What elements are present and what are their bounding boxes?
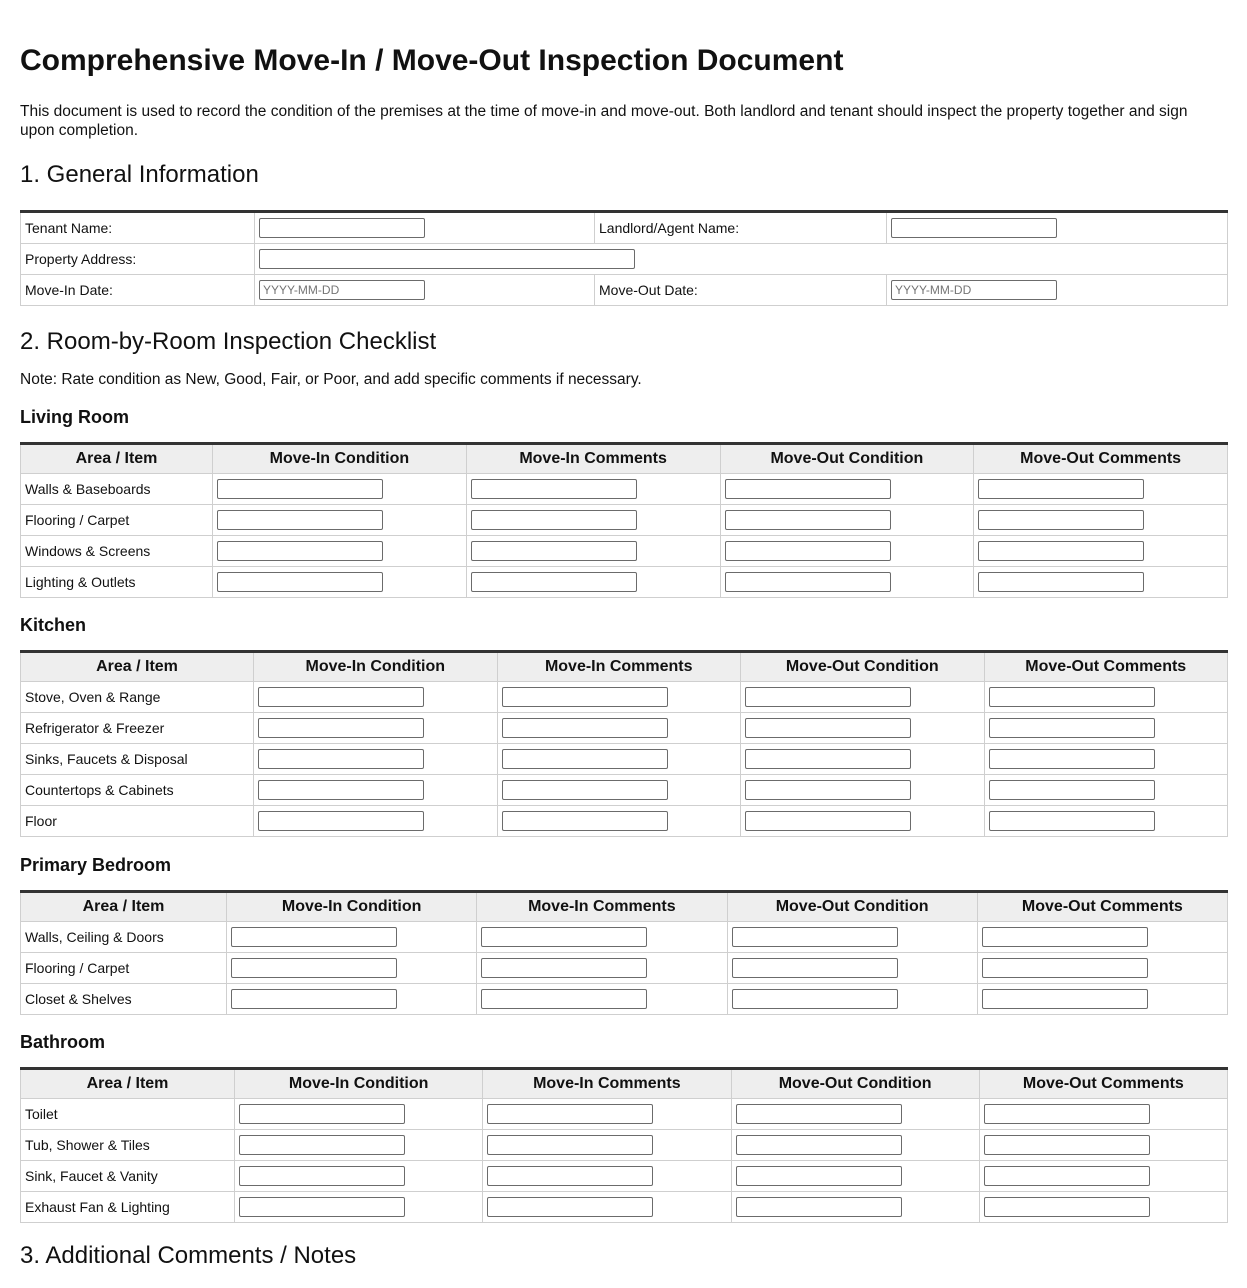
move-in-condition-field[interactable] (258, 780, 424, 800)
move-out-condition-field[interactable] (736, 1166, 902, 1186)
table-row (21, 775, 1228, 806)
move-out-condition-field[interactable] (732, 927, 898, 947)
section-heading-general: 1. General Information (20, 161, 259, 188)
column-header: Move-Out Condition (741, 652, 985, 682)
move-in-condition-field[interactable] (231, 927, 397, 947)
move-in-comments-field[interactable] (471, 572, 637, 592)
property-address-label: Property Address: (21, 244, 255, 275)
intro-paragraph: This document is used to record the condition of the premises at the time of move-in and move-out. Both landlord and tenant should inspect the property together and sign upon completion. (20, 103, 1188, 139)
move-in-condition-field[interactable] (258, 811, 424, 831)
item-label: Walls, Ceiling & Doors (21, 922, 227, 953)
move-out-comments-field[interactable] (989, 811, 1155, 831)
column-header: Move-Out Condition (720, 444, 974, 474)
room-heading: Bathroom (20, 1032, 105, 1052)
item-label: Floor (21, 806, 254, 837)
move-out-condition-field[interactable] (736, 1135, 902, 1155)
column-header: Move-In Condition (213, 444, 467, 474)
landlord-name-field[interactable] (891, 218, 1057, 238)
table-header-row (21, 444, 1228, 474)
move-out-condition-field[interactable] (745, 749, 911, 769)
move-in-condition-field[interactable] (239, 1104, 405, 1124)
item-label: Flooring / Carpet (21, 953, 227, 984)
move-in-comments-field[interactable] (502, 749, 668, 769)
move-in-comments-field[interactable] (471, 541, 637, 561)
column-header: Move-In Condition (235, 1069, 483, 1099)
move-in-condition-field[interactable] (231, 958, 397, 978)
move-out-comments-field[interactable] (989, 749, 1155, 769)
room-heading: Living Room (20, 407, 129, 427)
move-out-comments-field[interactable] (982, 989, 1148, 1009)
move-out-condition-field[interactable] (725, 541, 891, 561)
table-row (21, 953, 1228, 984)
move-out-comments-field[interactable] (989, 687, 1155, 707)
item-label: Flooring / Carpet (21, 505, 213, 536)
move-in-comments-field[interactable] (487, 1166, 653, 1186)
move-in-comments-field[interactable] (502, 780, 668, 800)
move-out-condition-field[interactable] (732, 958, 898, 978)
move-in-condition-field[interactable] (258, 718, 424, 738)
item-label: Tub, Shower & Tiles (21, 1130, 235, 1161)
move-out-date-label: Move-Out Date: (595, 275, 887, 306)
item-label: Walls & Baseboards (21, 474, 213, 505)
item-label: Closet & Shelves (21, 984, 227, 1015)
move-in-comments-field[interactable] (502, 687, 668, 707)
table-header-row (21, 1069, 1228, 1099)
move-in-condition-field[interactable] (217, 479, 383, 499)
move-out-comments-field[interactable] (978, 479, 1144, 499)
landlord-name-label: Landlord/Agent Name: (595, 212, 887, 244)
move-out-condition-field[interactable] (745, 811, 911, 831)
move-in-condition-field[interactable] (231, 989, 397, 1009)
room-table (20, 890, 1228, 1015)
move-in-condition-field[interactable] (239, 1166, 405, 1186)
column-header: Move-In Comments (466, 444, 720, 474)
move-in-comments-field[interactable] (471, 479, 637, 499)
item-label: Stove, Oven & Range (21, 682, 254, 713)
rating-note: Note: Rate condition as New, Good, Fair, or Poor, and add specific comments if necessary. (20, 371, 642, 388)
item-label: Lighting & Outlets (21, 567, 213, 598)
column-header: Move-Out Comments (979, 1069, 1227, 1099)
room-checklists (20, 406, 1227, 1223)
table-row (21, 212, 1228, 244)
column-header: Move-In Condition (254, 652, 498, 682)
room-table (20, 1067, 1228, 1223)
item-label: Sinks, Faucets & Disposal (21, 744, 254, 775)
move-out-comments-field[interactable] (989, 780, 1155, 800)
move-in-date-field[interactable] (259, 280, 425, 300)
move-in-comments-field[interactable] (481, 958, 647, 978)
table-header-row (21, 892, 1228, 922)
column-header: Move-In Comments (497, 652, 741, 682)
section-heading-comments: 3. Additional Comments / Notes (20, 1242, 357, 1269)
table-row (21, 744, 1228, 775)
room-heading: Kitchen (20, 615, 87, 635)
move-out-comments-field[interactable] (982, 958, 1148, 978)
table-row (21, 1192, 1228, 1223)
move-in-condition-field[interactable] (217, 541, 383, 561)
move-out-comments-field[interactable] (984, 1104, 1150, 1124)
item-label: Countertops & Cabinets (21, 775, 254, 806)
item-label: Toilet (21, 1099, 235, 1130)
move-in-comments-field[interactable] (487, 1104, 653, 1124)
item-label: Refrigerator & Freezer (21, 713, 254, 744)
move-in-comments-field[interactable] (502, 811, 668, 831)
move-out-condition-field[interactable] (745, 687, 911, 707)
column-header: Area / Item (21, 444, 213, 474)
move-out-comments-field[interactable] (989, 718, 1155, 738)
move-out-comments-field[interactable] (978, 572, 1144, 592)
table-row (21, 505, 1228, 536)
move-in-condition-field[interactable] (239, 1135, 405, 1155)
item-label: Exhaust Fan & Lighting (21, 1192, 235, 1223)
move-in-condition-field[interactable] (258, 749, 424, 769)
move-out-condition-field[interactable] (732, 989, 898, 1009)
move-out-condition-field[interactable] (725, 572, 891, 592)
property-address-field[interactable] (259, 249, 635, 269)
table-row (21, 806, 1228, 837)
room-table (20, 442, 1228, 598)
table-row (21, 1099, 1228, 1130)
table-header-row (21, 652, 1228, 682)
move-out-comments-field[interactable] (978, 510, 1144, 530)
item-label: Windows & Screens (21, 536, 213, 567)
column-header: Move-Out Condition (731, 1069, 979, 1099)
move-out-condition-field[interactable] (745, 780, 911, 800)
move-out-condition-field[interactable] (736, 1104, 902, 1124)
move-in-comments-field[interactable] (471, 510, 637, 530)
move-out-comments-field[interactable] (984, 1135, 1150, 1155)
section-heading-checklist: 2. Room-by-Room Inspection Checklist (20, 328, 437, 355)
move-in-comments-field[interactable] (487, 1135, 653, 1155)
column-header: Move-Out Comments (974, 444, 1228, 474)
move-in-condition-field[interactable] (217, 510, 383, 530)
table-row (21, 536, 1228, 567)
move-in-comments-field[interactable] (487, 1197, 653, 1217)
move-in-condition-field[interactable] (217, 572, 383, 592)
move-out-comments-field[interactable] (982, 927, 1148, 947)
move-out-condition-field[interactable] (725, 510, 891, 530)
move-out-condition-field[interactable] (736, 1197, 902, 1217)
column-header: Move-Out Condition (727, 892, 977, 922)
general-info-table (20, 210, 1228, 306)
move-out-comments-field[interactable] (984, 1197, 1150, 1217)
column-header: Area / Item (21, 892, 227, 922)
column-header: Move-In Condition (227, 892, 477, 922)
page-title: Comprehensive Move-In / Move-Out Inspection Document (20, 44, 844, 77)
table-row (21, 713, 1228, 744)
item-label: Sink, Faucet & Vanity (21, 1161, 235, 1192)
table-row (21, 244, 1228, 275)
table-row (21, 275, 1228, 306)
room-table (20, 650, 1228, 837)
column-header: Move-Out Comments (977, 892, 1227, 922)
column-header: Area / Item (21, 652, 254, 682)
table-row (21, 1161, 1228, 1192)
tenant-name-label: Tenant Name: (21, 212, 255, 244)
move-in-comments-field[interactable] (481, 989, 647, 1009)
move-in-date-label: Move-In Date: (21, 275, 255, 306)
table-row (21, 922, 1228, 953)
column-header: Area / Item (21, 1069, 235, 1099)
table-row (21, 474, 1228, 505)
column-header: Move-In Comments (477, 892, 727, 922)
table-row (21, 682, 1228, 713)
move-out-date-field[interactable] (891, 280, 1057, 300)
table-row (21, 1130, 1228, 1161)
tenant-name-field[interactable] (259, 218, 425, 238)
move-out-comments-field[interactable] (984, 1166, 1150, 1186)
move-out-condition-field[interactable] (745, 718, 911, 738)
table-row (21, 567, 1228, 598)
column-header: Move-In Comments (483, 1069, 731, 1099)
move-in-comments-field[interactable] (502, 718, 668, 738)
move-in-condition-field[interactable] (239, 1197, 405, 1217)
move-in-condition-field[interactable] (258, 687, 424, 707)
room-heading: Primary Bedroom (20, 855, 172, 875)
table-row (21, 984, 1228, 1015)
move-out-condition-field[interactable] (725, 479, 891, 499)
column-header: Move-Out Comments (984, 652, 1228, 682)
move-in-comments-field[interactable] (481, 927, 647, 947)
move-out-comments-field[interactable] (978, 541, 1144, 561)
